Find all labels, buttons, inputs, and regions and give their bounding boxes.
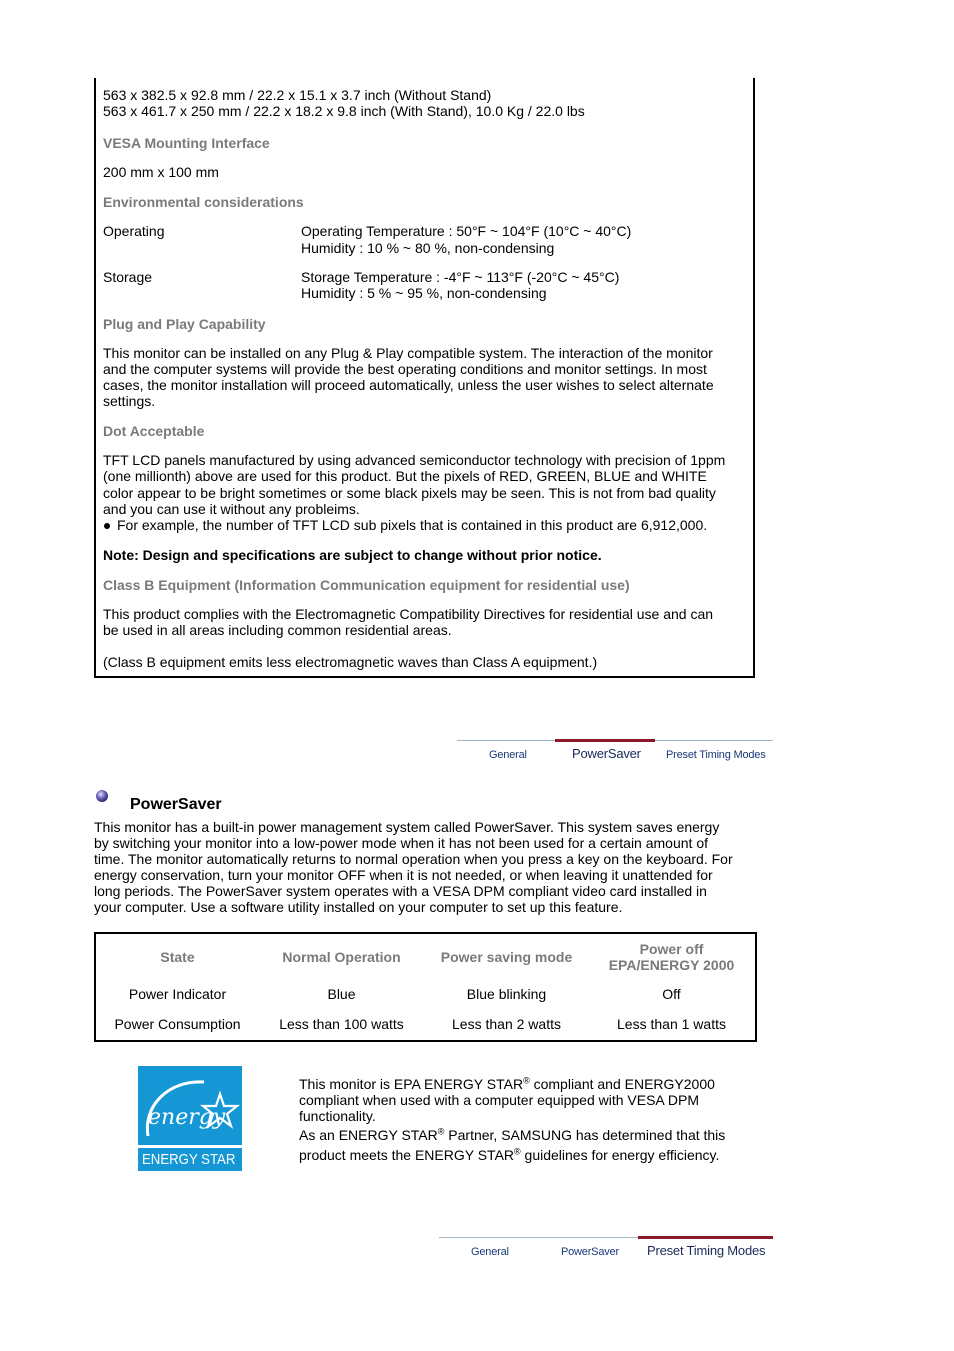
table-header-off: Power off <box>639 941 704 957</box>
energy-text-line: product meets the ENERGY STAR® guidelines for energy efficiency. <box>299 1146 720 1163</box>
tab-general[interactable]: General <box>489 749 527 761</box>
table-cell: Less than 100 watts <box>279 1016 404 1032</box>
storage-temperature: Storage Temperature : -4°F ~ 113°F (-20°C ~ 45°C) <box>301 269 620 285</box>
table-header-off-sub: EPA/ENERGY 2000 <box>608 957 735 973</box>
dimensions-without-stand: 563 x 382.5 x 92.8 mm / 22.2 x 15.1 x 3.7 inch (Without Stand) <box>103 87 492 103</box>
table-cell: Blue <box>327 986 356 1002</box>
tab-powersaver[interactable]: PowerSaver <box>572 746 641 761</box>
table-header-saving: Power saving mode <box>440 949 573 965</box>
tab-preset-timing-modes[interactable]: Preset Timing Modes <box>647 1243 766 1258</box>
table-header-state: State <box>160 949 195 965</box>
bullet-icon <box>104 523 110 529</box>
pnp-text-line: This monitor can be installed on any Plug & Play compatible system. The interaction of the monitor <box>103 345 713 361</box>
section-tab-bar <box>439 1237 773 1259</box>
dot-heading: Dot Acceptable <box>103 423 205 439</box>
pnp-text-line: cases, the monitor installation will proceed automatically, unless the user wishes to select alternate <box>103 377 714 393</box>
dot-text-line: (one millionth) above are used for this product. But the pixels of RED, GREEN, BLUE and WHITE <box>103 468 707 484</box>
powersaver-title: PowerSaver <box>130 796 222 813</box>
operating-humidity: Humidity : 10 % ~ 80 %, non-condensing <box>301 240 555 256</box>
energy-text-line: functionality. <box>299 1108 376 1124</box>
storage-humidity: Humidity : 5 % ~ 95 %, non-condensing <box>301 285 547 301</box>
table-cell: Power Indicator <box>128 986 227 1002</box>
vesa-value: 200 mm x 100 mm <box>103 164 219 180</box>
powersaver-text-line: your computer. Use a software utility installed on your computer to set up this feature. <box>94 899 623 915</box>
active-tab-indicator <box>555 739 655 742</box>
storage-label: Storage <box>103 269 153 285</box>
pnp-heading: Plug and Play Capability <box>103 316 266 332</box>
powersaver-text-line: time. The monitor automatically returns to normal operation when you press a key on the keyboard. For <box>94 851 733 867</box>
table-cell: Off <box>662 986 681 1002</box>
powersaver-text-line: by switching your monitor into a low-power mode when it has not been used for a certain amount of <box>94 835 708 851</box>
classb-text-line: (Class B equipment emits less electromagnetic waves than Class A equipment.) <box>103 654 598 670</box>
dot-text-line: and you can use it without any probleims. <box>103 501 360 517</box>
energy-star-label: ENERGY STAR <box>142 1151 236 1168</box>
vesa-heading: VESA Mounting Interface <box>103 135 270 151</box>
classb-text-line: This product complies with the Electromagnetic Compatibility Directives for residential use and can <box>103 606 714 622</box>
classb-text-line: be used in all areas including common residential areas. <box>103 622 452 638</box>
operating-label: Operating <box>103 223 165 239</box>
energy-text-line: As an ENERGY STAR® Partner, SAMSUNG has determined that this <box>299 1126 726 1143</box>
pnp-text-line: and the computer systems will provide the best operating conditions and monitor settings. In most <box>103 361 707 377</box>
table-cell: Blue blinking <box>466 986 547 1002</box>
dimensions-with-stand: 563 x 461.7 x 250 mm / 22.2 x 18.2 x 9.8 inch (With Stand), 10.0 Kg / 22.0 lbs <box>103 103 585 119</box>
tab-preset-timing-modes[interactable]: Preset Timing Modes <box>666 749 766 761</box>
energy-star-logo <box>138 1066 242 1171</box>
dot-text-line: TFT LCD panels manufactured by using advanced semiconductor technology with precision of 1ppm <box>103 452 726 468</box>
powersaver-text-line: This monitor has a built-in power management system called PowerSaver. This system saves energy <box>94 819 720 835</box>
classb-heading: Class B Equipment (Information Communication equipment for residential use) <box>103 577 630 593</box>
bullet-orb-icon <box>95 789 109 803</box>
powersaver-text-line: long periods. The PowerSaver system operates with a VESA DPM compliant video card installed in <box>94 883 707 899</box>
pnp-text-line: settings. <box>103 393 156 409</box>
tab-powersaver[interactable]: PowerSaver <box>561 1246 619 1258</box>
powersaver-text-line: energy conservation, turn your monitor OFF when it is not needed, or when leaving it unattended for <box>94 867 713 883</box>
table-header-normal: Normal Operation <box>282 949 401 965</box>
energy-text-line: compliant when used with a computer equipped with VESA DPM <box>299 1092 699 1108</box>
table-cell: Less than 2 watts <box>452 1016 561 1032</box>
section-tab-bar <box>457 740 773 762</box>
note-text: Note: Design and specifications are subject to change without prior notice. <box>103 547 602 563</box>
environment-heading: Environmental considerations <box>103 194 304 210</box>
active-tab-indicator <box>638 1236 773 1239</box>
table-cell: Power Consumption <box>114 1016 241 1032</box>
table-cell: Less than 1 watts <box>617 1016 726 1032</box>
dot-text-line: color appear to be bright sometimes or some black pixels may be seen. This is not from bad quality <box>103 485 716 501</box>
energy-script: energy <box>148 1105 226 1130</box>
operating-temperature: Operating Temperature : 50°F ~ 104°F (10°C ~ 40°C) <box>301 223 632 239</box>
dot-bullet-text: For example, the number of TFT LCD sub pixels that is contained in this product are 6,912,000. <box>117 517 708 533</box>
tab-general[interactable]: General <box>471 1246 509 1258</box>
energy-text-line: This monitor is EPA ENERGY STAR® compliant and ENERGY2000 <box>299 1075 715 1092</box>
